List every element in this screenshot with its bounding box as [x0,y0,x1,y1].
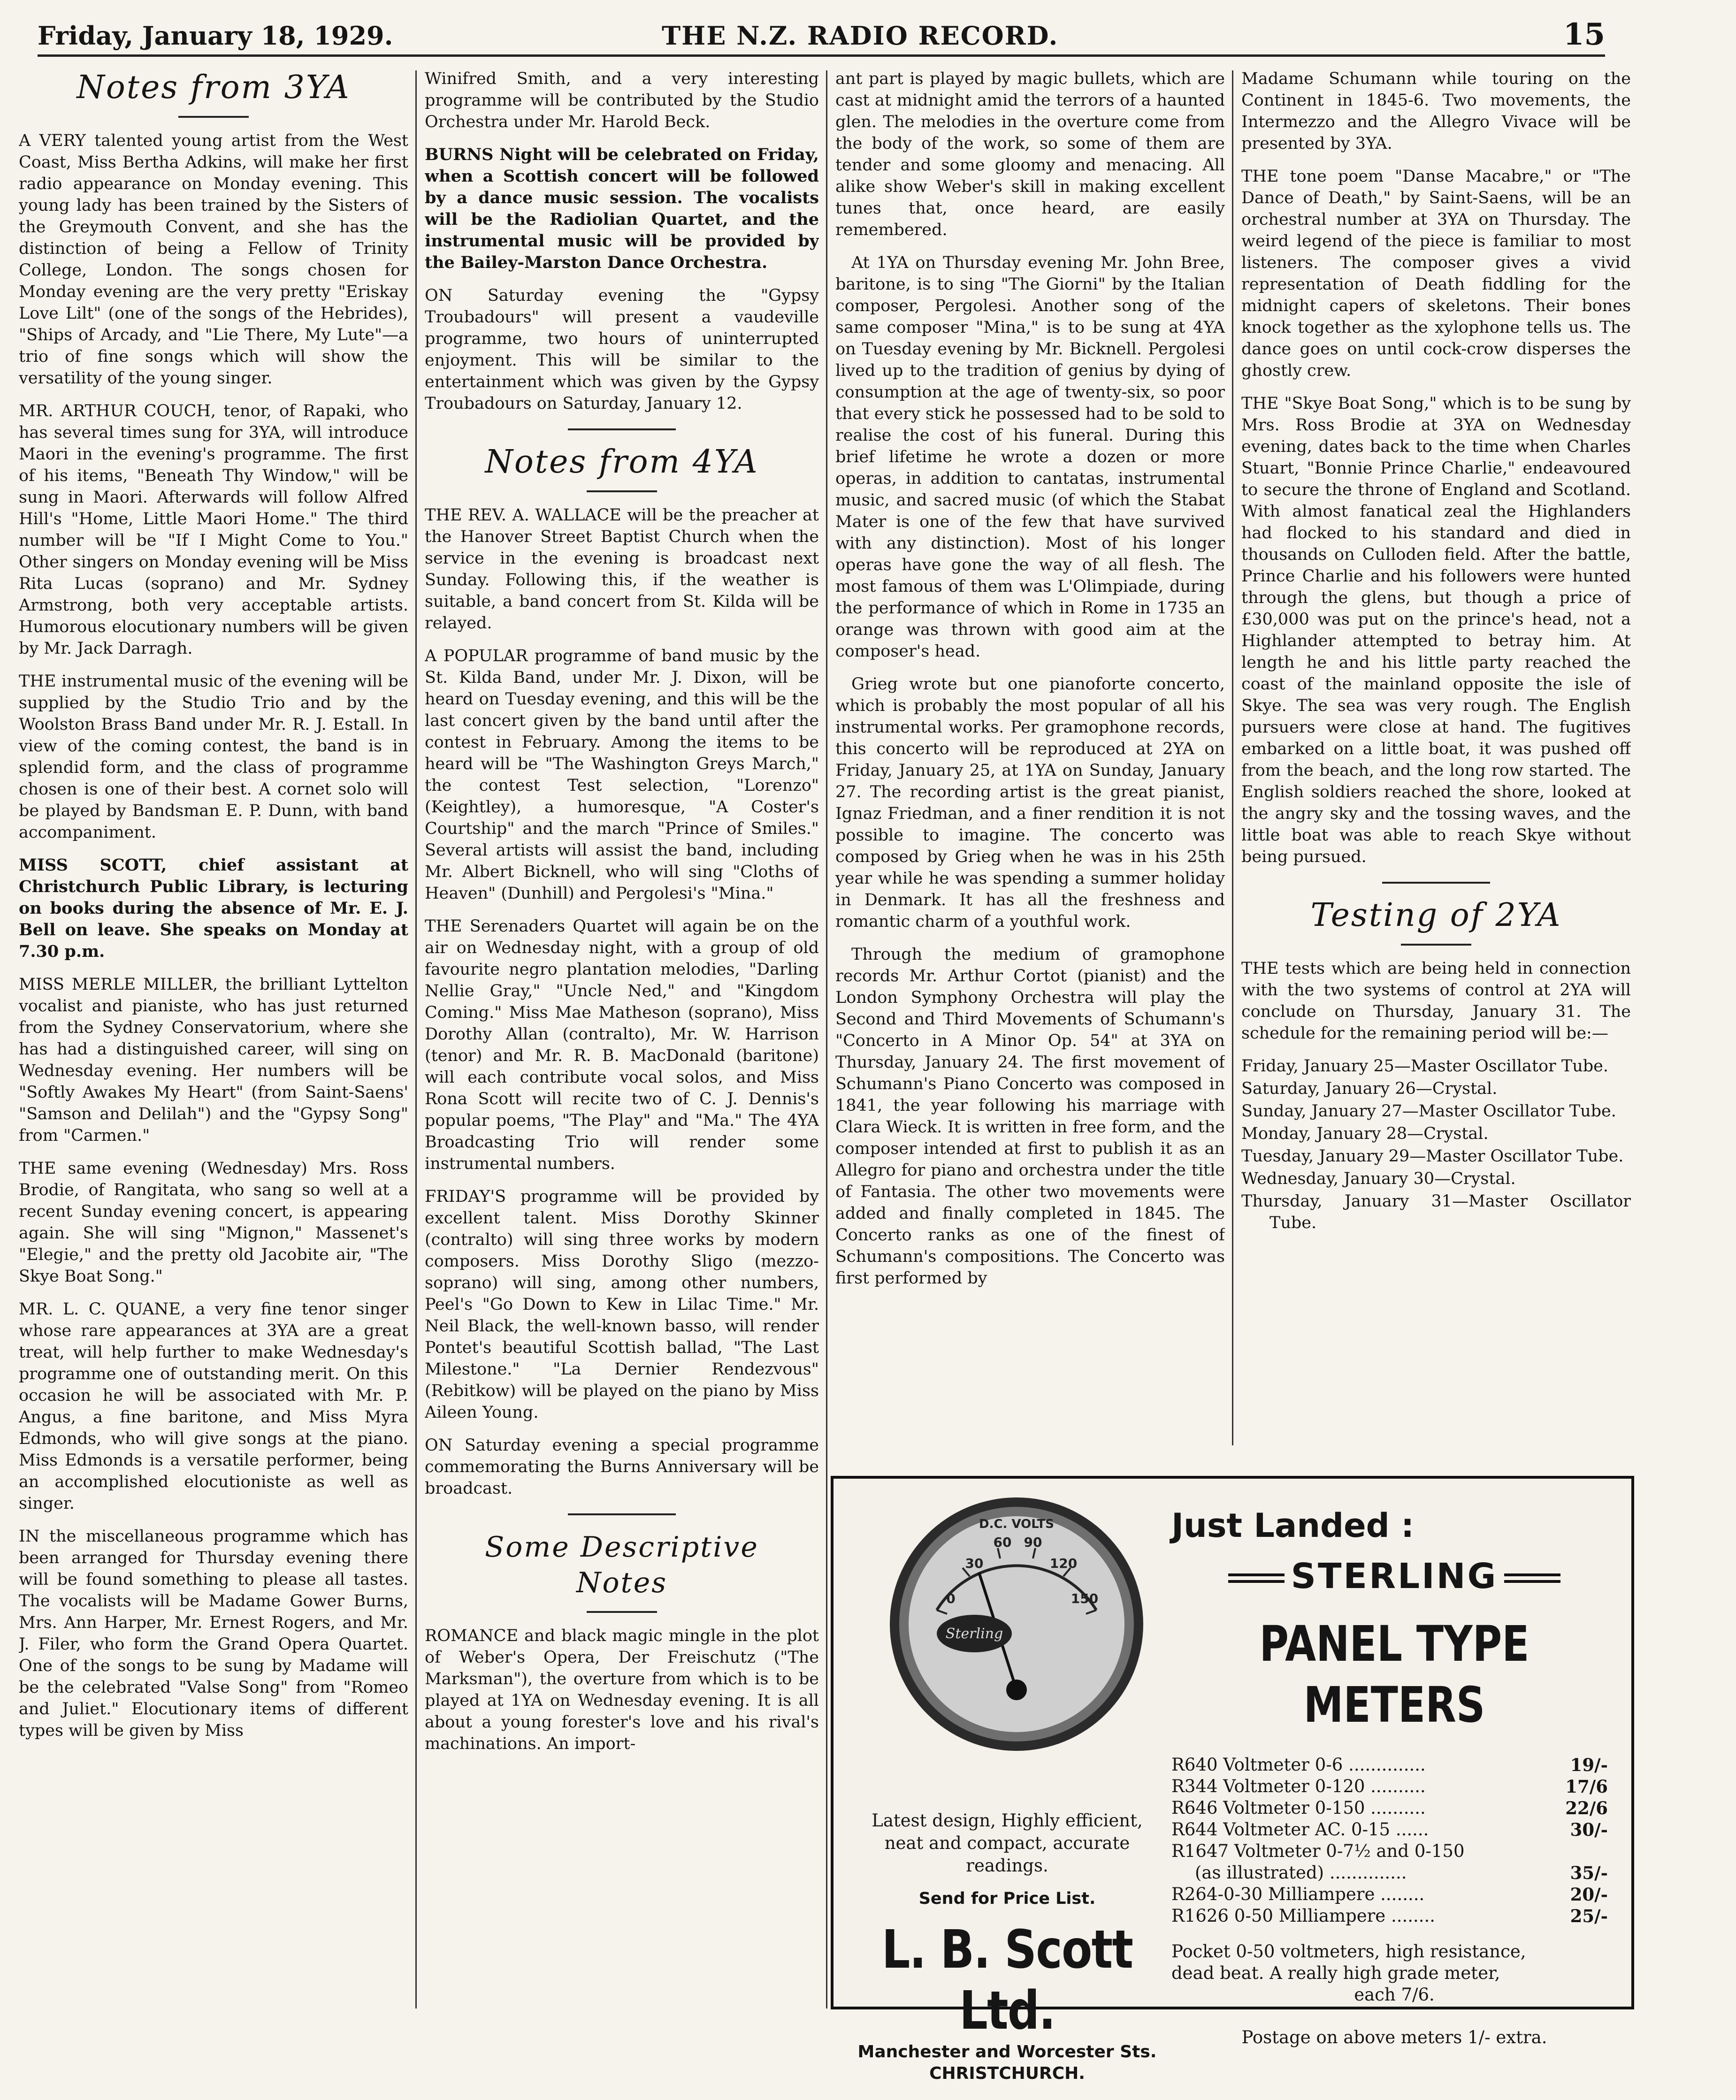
issue-date: Friday, January 18, 1929. [38,21,393,51]
schedule-item: Wednesday, January 30—Crystal. [1241,1169,1516,1188]
schedule-item: Friday, January 25—Master Oscillator Tube. [1241,1057,1608,1076]
price-row [1171,1840,1608,1862]
article-paragraph: ON Saturday evening a special programme commemorating the Burns Anniversary will be broadcast. [425,1436,819,1498]
paper-title: THE N.Z. RADIO RECORD. [662,21,1059,51]
article-paragraph: ROMANCE and black magic mingle in the plot of Weber's Opera, Der Freischutz ("The Marksman"), the overture from which is to be played at 1YA on Wednesday evening. It is all about a young forester's love and his rival's machinations. An import- [425,1627,819,1753]
ad-pocket-note [1171,1941,1617,2006]
meter-tick: 90 [1024,1535,1042,1550]
item-desc: R264-0-30 Milliampere ........ [1171,1884,1425,1904]
article-paragraph: At 1YA on Thursday evening Mr. John Bree, baritone, is to sing "The Giorni" by the Italian composer, Pergolesi. Another song of the same composer "Mina," is to be sung at 4YA on Tuesday evening by Mr. Bicknell. Pergolesi lived up to the tradition of genius by dying of consumption at the age of twenty-six, so poor that every stick he possessed had to be sold to realise the cost of his funeral. During this brief lifetime he wrote a dozen or more operas, in addition to cantatas, instrumental music, and sacred music (of which the Stabat Mater is one of the few that have survived with any distinction). Most of his longer operas have gone the way of all flesh. The most famous of them was L'Olimpiade, during the performance of which in Rome in 1735 an orange was thrown with good aim at the composer's head. [835,253,1225,661]
notice-paragraph: MISS SCOTT, chief assistant at Christchurch Public Library, is lecturing on books during the absence of Mr. E. J. Bell on leave. She speaks on Monday at 7.30 p.m. [19,855,408,961]
ad-company-block [852,1810,1162,2085]
ad-description: Latest design, Highly efficient, neat and compact, accurate readings. [872,1810,1143,1876]
schedule-item: Thursday, January 31—Master Oscillator Tube. [1241,1192,1631,1232]
meter-tick: 30 [965,1556,984,1571]
column-1 [19,68,408,2011]
notice-paragraph: BURNS Night will be celebrated on Friday, when a Scottish concert will be followed by a dance music session. The vocalists will be the Radiolian Quartet, and the instrumental music will be provided by the Bailey-Marston Dance Orchestra. [425,145,819,272]
article-paragraph: MR. L. C. QUANE, a very fine tenor singer whose rare appearances at 3YA are a great treat, will help further to make Wednesday's programme one of outstanding merit. On this occasion he will be associated with Mr. P. Angus, a fine baritone, and Miss Myra Edmonds, who will give songs at the piano. Miss Edmonds is a versatile performer, being an accomplished elocutioniste as well as singer. [19,1300,408,1513]
article-paragraph: Through the medium of gramophone records Mr. Arthur Cortot (pianist) and the London Symphony Orchestra will play the Second and Third Movements of Schumann's "Concerto in A Minor Op. 54" at 3YA on Thursday, January 24. The first movement of Schumann's Piano Concerto was composed in 1841, the year following his marriage with Clara Wieck. It is written in free form, and the composer intended at first to publish it as an Allegro for piano and orchestra under the title of Fantasia. The other two movements were added and finally completed in 1845. The Concerto ranks as one of the finest of Schumann's compositions. The Concerto was first performed by [835,945,1225,1288]
ad-brand-name: STERLING [1291,1556,1498,1596]
article-paragraph: MISS MERLE MILLER, the brilliant Lyttelton vocalist and pianiste, who has just returned from the Sydney Conservatorium, where she has had a distinguished career, will sing on Wednesday evening. Her numbers will be "Softly Awakes My Heart" (from Saint-Saens' "Samson and Delilah") and the "Gypsy Song" from "Carmen." [19,975,408,1145]
article-paragraph: IN the miscellaneous programme which has been arranged for Thursday evening there will be found something to please all tastes. The vocalists will be Madame Gower Burns, Mrs. Ann Harper, Mr. Ernest Rogers, and Mr. J. Filer, who form the Grand Opera Quartet. One of the songs to be sung by Madame will be the celebrated "Valse Song" from "Romeo and Juliet." Elocutionary items of different types will be given by Miss [19,1527,408,1740]
ad-postage: Postage on above meters 1/- extra. [1241,2027,1547,2047]
column-rule [826,70,827,2008]
ad-just-landed: Just Landed : [1171,1506,1415,1545]
schedule-item: Saturday, January 26—Crystal. [1241,1079,1498,1098]
ad-city-line: CHRISTCHURCH. [929,2064,1085,2083]
price-row [1171,1754,1608,1776]
article-paragraph: THE "Skye Boat Song," which is to be sung by Mrs. Ross Brodie at 3YA on Wednesday evening, dates back to the time when Charles Stuart, "Bonnie Prince Charlie," endeavoured to secure the throne of England and Scotland. With almost fanatical zeal the Highlanders had flocked to his standard and died in thousands on Culloden field. After the battle, Prince Charlie and his followers were hunted through the glens, but though a price of £30,000 was put on the prince's head, not a Highlander attempted to betray him. At length he and his little party reached the coast of the mainland opposite the isle of Skye. The sea was very rough. The English pursuers were close at hand. The fugitives embarked on a little boat, it was pushed off from the beach, and the long row started. The English soldiers reached the shore, looked at the angry sky and the tossing waves, and the little boat was able to reach Skye without being pursued. [1241,394,1631,866]
item-desc: R1626 0-50 Milliampere ........ [1171,1906,1436,1926]
meter-tick: 60 [993,1535,1012,1550]
article-paragraph: Grieg wrote but one pianoforte concerto, which is probably the most popular of all his instrumental works. Per gramophone records, this concerto will be reproduced at 2YA on Friday, January 25, at 1YA on Sunday, January 27. The recording artist is the great pianist, Ignaz Friedman, and a finer rendition it is not possible to imagine. The concerto was composed by Grieg when he was in his 25th year while he was spending a summer holiday in Denmark. It has all the freshness and romantic charm of a youthful work. [835,675,1225,931]
masthead [38,17,1605,57]
article-paragraph: THE tone poem "Danse Macabre," or "The Dance of Death," by Saint-Saens, will be an orchestral number at 3YA on Thursday. The weird legend of the piece is familiar to most listeners. The composer gives a vivid representation of Death fiddling for the midnight capers of skeletons. Their bones knock together as the xylophone tells us. The dance goes on until cock-crow disperses the ghostly crew. [1241,167,1631,380]
heading-line: Some Descriptive [485,1531,759,1564]
item-price: 30/- [1570,1819,1608,1840]
schedule-item: Tuesday, January 29—Master Oscillator Tube. [1241,1147,1624,1166]
item-desc: (as illustrated) .............. [1195,1863,1407,1883]
column-rule [1232,70,1233,1445]
section-divider [1382,882,1490,884]
article-paragraph: THE same evening (Wednesday) Mrs. Ross Brodie, of Rangitata, who sang so well at a recent Sunday evening concert, is appearing again. She will sing "Mignon," Massenet's "Elegie," and the pretty old Jacobite air, "The Skye Boat Song." [19,1159,408,1286]
meter-label: D.C. VOLTS [979,1517,1054,1531]
article-paragraph: ant part is played by magic bullets, which are cast at midnight amid the terrors of a haunted glen. The melodies in the overture come from the body of the work, so some of them are tender and some gloomy and menacing. All alike show Weber's skill in making excellent tunes that, once heard, are easily remembered. [835,69,1225,239]
section-divider [568,428,676,430]
article-paragraph: A POPULAR programme of band music by the St. Kilda Band, under Mr. J. Dixon, will be heard on Tuesday evening, and this will be the last concert given by the band until after the contest in February. Among the items to be heard will be "The Washington Greys March," the contest Test selection, "Lorenzo" (Keightley), a humoresque, "A Coster's Courtship" and the march "Prince of Smiles." Several artists will assist the band, including Mr. Albert Bicknell, who will sing "Cloths of Heaven" (Dunhill) and Pergolesi's "Mina." [425,647,819,903]
item-price: 25/- [1570,1906,1608,1926]
article-paragraph: A VERY talented young artist from the West Coast, Miss Bertha Adkins, will make her first radio appearance on Monday evening. This young lady has been trained by the Sisters of the Greymouth Convent, and she has the distinction of being a Fellow of Trinity College, London. The songs chosen for Monday evening are the very pretty "Eriskay Love Lilt" (one of the songs of the Hebrides), "Ships of Arcady, and "Lie There, My Lute"—a trio of fine songs which will show the versatility of the young singer. [19,131,408,388]
meter-tick: 150 [1071,1591,1099,1606]
price-row [1171,1884,1608,1905]
price-row [1171,1819,1608,1840]
ad-send-line: Send for Price List. [918,1889,1096,1908]
price-row [1171,1905,1608,1927]
meter-tick: 0 [946,1591,956,1606]
price-list [1171,1754,1608,1927]
item-price: 17/6 [1565,1776,1608,1797]
ad-address-line: Manchester and Worcester Sts. [857,2042,1157,2062]
article-paragraph: FRIDAY'S programme will be provided by excellent talent. Miss Dorothy Skinner (contralto) will sing three works by modern composers. Miss Dorothy Sligo (mezzo-soprano) will sing, among other numbers, Peel's "Go Down to Kew in Lilac Time." Mr. Neil Black, the well-known basso, will render Pontet's beautiful Scottish ballad, "The Last Milestone." "La Dernier Rendezvous" (Rebitkow) will be played on the piano by Miss Aileen Young. [425,1187,819,1422]
section-heading-2ya: Testing of 2YA [1241,898,1631,946]
item-desc: R644 Voltmeter AC. 0-15 ...... [1171,1819,1429,1840]
price-row [1171,1797,1608,1819]
price-row [1171,1862,1608,1884]
section-divider [568,1513,676,1515]
panel-meter-image [885,1493,1148,1756]
article-paragraph: THE REV. A. WALLACE will be the preacher at the Hanover Street Baptist Church when the service in the evening is broadcast next Sunday. Following this, if the weather is suitable, a band concert from St. Kilda will be relayed. [425,506,819,633]
item-price: 35/- [1570,1863,1608,1883]
ad-firm-name: L. B. Scott Ltd. [881,1919,1133,2041]
meter-tick: 120 [1049,1556,1078,1571]
article-paragraph: THE Serenaders Quartet will again be on the air on Wednesday night, with a group of old favourite negro plantation melodies, "Darling Nellie Gray," "Uncle Ned," and "Kingdom Coming." Miss Mae Matheson (soprano), Miss Dorothy Allan (contralto), Mr. W. Harrison (tenor) and Mr. R. B. MacDonald (baritone) will each contribute vocal solos, and Miss Rona Scott will recite two of C. J. Dennis's popular poems, "The Play" and "Ma." The 4YA Broadcasting Trio will render some instrumental numbers. [425,917,819,1173]
article-paragraph: THE tests which are being held in connection with the two systems of control at 2YA will conclude on Thursday, January 31. The schedule for the remaining period will be:— [1241,959,1631,1043]
heading-line: Notes [576,1566,668,1599]
schedule-item: Sunday, January 27—Master Oscillator Tube. [1241,1102,1616,1121]
article-paragraph: ON Saturday evening the "Gypsy Troubadours" will present a vaudeville programme, two hours of uninterrupted enjoyment. This will be similar to the entertainment which was given by the Gypsy Troubadours on Saturday, January 12. [425,286,819,413]
ad-product-title: PANEL TYPE METERS [1259,1615,1530,1733]
section-heading-descriptive-notes [425,1529,819,1613]
page-number: 15 [1563,17,1605,52]
item-price: 19/- [1570,1755,1608,1775]
section-heading-4ya: Notes from 4YA [425,444,819,492]
column-4 [1241,68,1631,1429]
item-price: 22/6 [1565,1798,1608,1818]
meter-brand: Sterling [945,1626,1003,1642]
article-paragraph: THE instrumental music of the evening will be supplied by the Studio Trio and by the Woolston Brass Band under Mr. R. J. Estall. In view of the coming contest, the band is in splendid form, and the class of programme chosen is one of their best. A cornet solo will be played by Bandsman E. P. Dunn, with band accompaniment. [19,672,408,842]
column-2 [425,68,819,2011]
item-price: 20/- [1570,1884,1608,1905]
column-rule [415,70,417,2008]
ad-brand [1171,1556,1617,1596]
section-heading-3ya: Notes from 3YA [19,70,408,118]
schedule-item: Monday, January 28—Crystal. [1241,1124,1489,1143]
article-paragraph: MR. ARTHUR COUCH, tenor, of Rapaki, who has several times sung for 3YA, will introduce Maori in the evening's programme. The first of his items, "Beneath Thy Window," will be sung in Maori. Afterwards will follow Alfred Hill's "Home, Little Maori Home." The third number will be "If I Might Come to You." Other singers on Monday evening will be Miss Rita Lucas (soprano) and Mr. Sydney Armstrong, both very acceptable artists. Humorous elocutionary numbers will be given by Mr. Jack Darragh. [19,402,408,658]
item-desc: R344 Voltmeter 0-120 .......... [1171,1776,1426,1796]
price-row [1171,1776,1608,1797]
article-paragraph: Madame Schumann while touring on the Continent in 1845-6. Two movements, the Intermezzo and the Allegro Vivace will be presented by 3YA. [1241,69,1631,153]
item-price [1556,1840,1608,1862]
pocket-line: dead beat. A really high grade meter, [1171,1963,1500,1983]
ad-price-block [1171,1504,1617,2047]
item-desc: R646 Voltmeter 0-150 .......... [1171,1798,1426,1818]
item-desc: R640 Voltmeter 0-6 .............. [1171,1755,1426,1775]
article-paragraph: Winifred Smith, and a very interesting programme will be contributed by the Studio Orchestra under Mr. Harold Beck. [425,69,819,131]
test-schedule [1241,1055,1631,1234]
item-desc: R1647 Voltmeter 0-7½ and 0-150 [1171,1841,1465,1861]
advertisement [831,1476,1634,2083]
pocket-line: each 7/6. [1354,1985,1435,2005]
pocket-line: Pocket 0-50 voltmeters, high resistance, [1171,1941,1526,1962]
